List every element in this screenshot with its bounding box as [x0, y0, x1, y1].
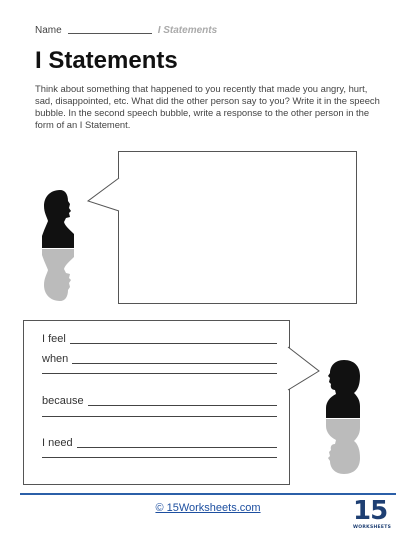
name-row: [35, 25, 217, 36]
i-feel-line[interactable]: [70, 343, 277, 344]
speech-bubble-other-person[interactable]: [118, 151, 357, 304]
i-feel-row[interactable]: [42, 333, 277, 345]
because-line[interactable]: [88, 405, 277, 406]
when-row[interactable]: [42, 353, 277, 365]
male-silhouette-icon: [38, 188, 78, 303]
i-need-row[interactable]: [42, 437, 277, 449]
instructions-text: Think about something that happened to you recently that made you angry, hurt, sad, disappointed, etc. What did the other person say to you? Write it in the speech bubble. In the second speech bubble, write a response to the other person in the form of an I Statement.: [35, 83, 380, 130]
blank-line[interactable]: [42, 373, 277, 374]
speech-bubble-tail-1: [86, 176, 122, 216]
logo-text: WORKSHEETS: [353, 525, 392, 530]
page-title: I Statements: [35, 47, 178, 74]
footer-divider: [20, 493, 396, 495]
i-feel-label: I feel: [42, 333, 66, 345]
footer-copyright-link[interactable]: © 15Worksheets.com: [155, 502, 261, 514]
blank-line[interactable]: [42, 416, 277, 417]
because-row[interactable]: [42, 395, 277, 407]
because-label: because: [42, 395, 84, 407]
when-label: when: [42, 353, 69, 365]
blank-row[interactable]: [42, 373, 277, 375]
blank-row[interactable]: [42, 416, 277, 418]
when-line[interactable]: [72, 363, 277, 364]
logo-number: 15: [353, 496, 388, 526]
worksheets-logo: [353, 496, 392, 537]
blank-line[interactable]: [42, 457, 277, 458]
name-input-line[interactable]: [68, 33, 152, 34]
name-label: Name: [35, 25, 62, 36]
header-worksheet-title: I Statements: [157, 25, 218, 36]
female-silhouette-icon: [320, 358, 366, 476]
i-need-label: I need: [42, 437, 73, 449]
blank-row[interactable]: [42, 457, 277, 459]
speech-bubble-tail-2: [286, 345, 322, 393]
i-need-line[interactable]: [77, 447, 277, 448]
